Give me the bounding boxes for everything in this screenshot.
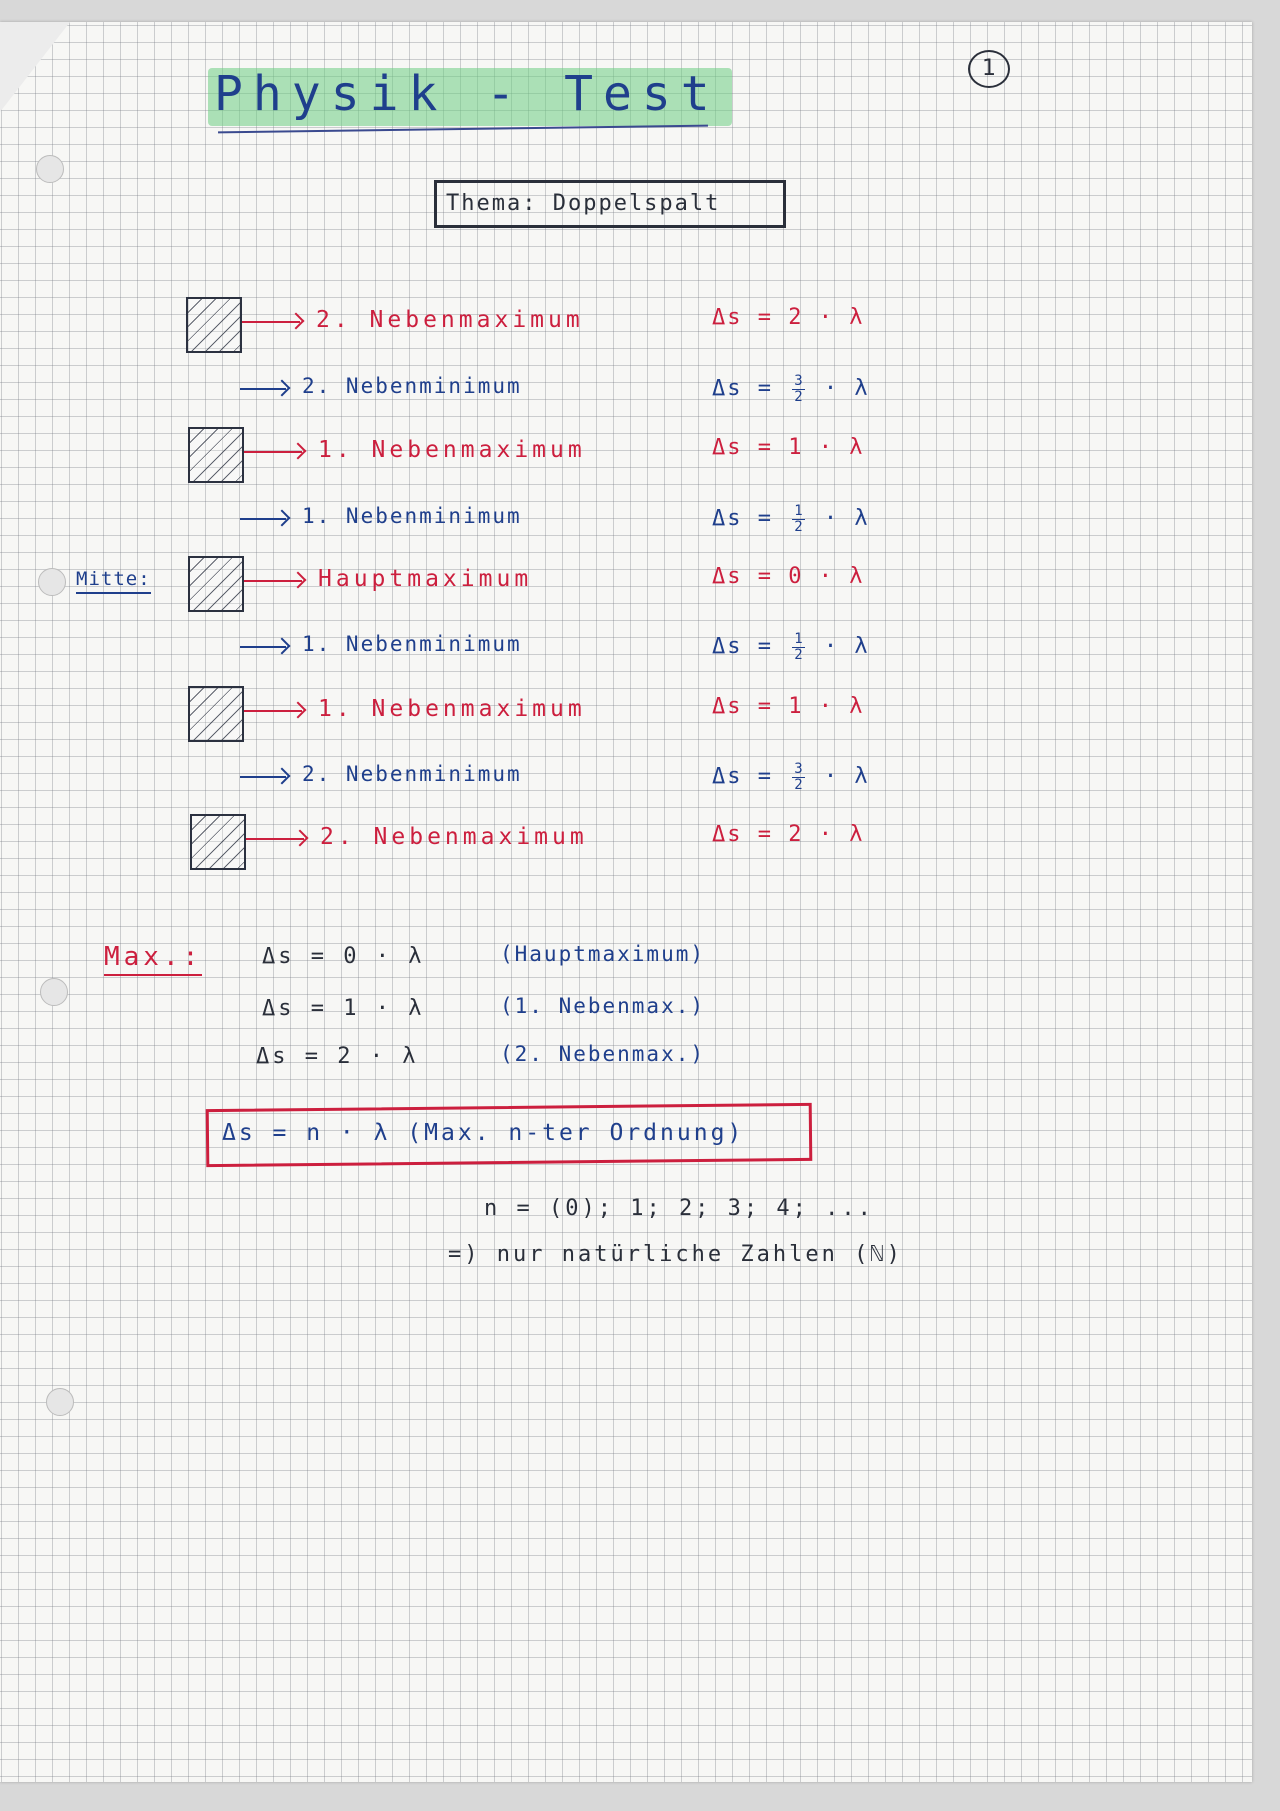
formula-prefix: Δs = <box>712 564 789 589</box>
path-difference-formula <box>712 696 864 718</box>
punch-hole <box>46 1388 74 1416</box>
center-label <box>76 570 151 589</box>
formula-value: 2 <box>788 822 804 847</box>
formula-suffix: · λ <box>803 305 865 330</box>
summary-formula: Δs = 1 · λ <box>262 996 425 1021</box>
path-difference-formula <box>712 307 864 329</box>
slit-box <box>188 556 244 612</box>
general-formula: Δs = n · λ (Max. n-ter Ordnung) <box>222 1120 745 1146</box>
folded-corner <box>0 22 70 112</box>
formula-suffix: · λ <box>803 435 865 460</box>
maxima-label <box>104 944 202 970</box>
formula-prefix: Δs = <box>712 822 789 847</box>
arrow-icon <box>240 518 286 520</box>
maxima-label-text: Max.: <box>104 942 202 976</box>
punch-hole <box>40 978 68 1006</box>
maximum-label: 2. Nebenmaximum <box>320 824 588 850</box>
fraction <box>792 504 804 534</box>
arrow-icon <box>244 580 302 582</box>
formula-prefix: Δs = <box>712 764 789 790</box>
path-difference-formula <box>712 632 870 662</box>
formula-suffix: · λ <box>808 764 870 790</box>
path-difference-formula <box>712 566 864 588</box>
formula-suffix: · λ <box>803 822 865 847</box>
formula-suffix: · λ <box>803 694 865 719</box>
notebook-sheet <box>0 22 1252 1782</box>
minimum-label: 2. Nebenminimum <box>302 762 522 786</box>
arrow-icon <box>246 838 304 840</box>
summary-formula: Δs = 2 · λ <box>256 1044 419 1069</box>
maximum-label: 1. Nebenmaximum <box>318 437 586 463</box>
summary-note: (1. Nebenmax.) <box>500 994 706 1018</box>
formula-prefix: Δs = <box>712 634 789 660</box>
maximum-label: 1. Nebenmaximum <box>318 696 586 722</box>
minimum-label: 1. Nebenminimum <box>302 632 522 656</box>
arrow-icon <box>244 451 302 453</box>
punch-hole <box>36 155 64 183</box>
page-title: Physik - Test <box>214 66 720 122</box>
formula-prefix: Δs = <box>712 694 789 719</box>
summary-note: (Hauptmaximum) <box>500 942 706 966</box>
fraction-denominator: 2 <box>794 388 803 405</box>
arrow-icon <box>244 710 302 712</box>
minimum-label: 2. Nebenminimum <box>302 374 522 398</box>
formula-value: 0 <box>788 564 804 589</box>
path-difference-formula <box>712 762 870 792</box>
fraction <box>792 762 804 792</box>
formula-prefix: Δs = <box>712 506 789 532</box>
fraction-denominator: 2 <box>794 518 803 535</box>
formula-value: 1 <box>788 694 804 719</box>
summary-formula: Δs = 0 · λ <box>262 944 425 969</box>
formula-suffix: · λ <box>803 564 865 589</box>
maximum-label: 2. Nebenmaximum <box>316 307 584 333</box>
formula-value: 1 <box>788 435 804 460</box>
formula-prefix: Δs = <box>712 435 789 460</box>
topic-text: Thema: Doppelspalt <box>446 191 721 216</box>
formula-suffix: · λ <box>808 506 870 532</box>
path-difference-formula <box>712 824 864 846</box>
fraction-denominator: 2 <box>794 776 803 793</box>
slit-box <box>188 427 244 483</box>
slit-box <box>186 297 242 353</box>
formula-prefix: Δs = <box>712 305 789 330</box>
fraction <box>792 632 804 662</box>
center-label-text: Mitte: <box>76 568 151 594</box>
fraction-numerator: 3 <box>794 761 803 777</box>
conclusion: =) nur natürliche Zahlen (ℕ) <box>448 1242 903 1267</box>
arrow-icon <box>240 388 286 390</box>
punch-hole <box>38 568 66 596</box>
path-difference-formula <box>712 374 870 404</box>
slit-box <box>188 686 244 742</box>
n-values: n = (0); 1; 2; 3; 4; ... <box>484 1196 874 1221</box>
path-difference-formula <box>712 437 864 459</box>
page-number: 1 <box>968 50 1010 88</box>
arrow-icon <box>240 776 286 778</box>
slit-box <box>190 814 246 870</box>
formula-suffix: · λ <box>808 376 870 402</box>
fraction-numerator: 3 <box>794 373 803 389</box>
fraction <box>792 374 804 404</box>
arrow-icon <box>242 321 300 323</box>
minimum-label: 1. Nebenminimum <box>302 504 522 528</box>
formula-prefix: Δs = <box>712 376 789 402</box>
fraction-numerator: 1 <box>794 503 803 519</box>
arrow-icon <box>240 646 286 648</box>
path-difference-formula <box>712 504 870 534</box>
fraction-numerator: 1 <box>794 631 803 647</box>
formula-suffix: · λ <box>808 634 870 660</box>
formula-value: 2 <box>788 305 804 330</box>
summary-note: (2. Nebenmax.) <box>500 1042 706 1066</box>
fraction-denominator: 2 <box>794 646 803 663</box>
maximum-label: Hauptmaximum <box>318 566 533 592</box>
